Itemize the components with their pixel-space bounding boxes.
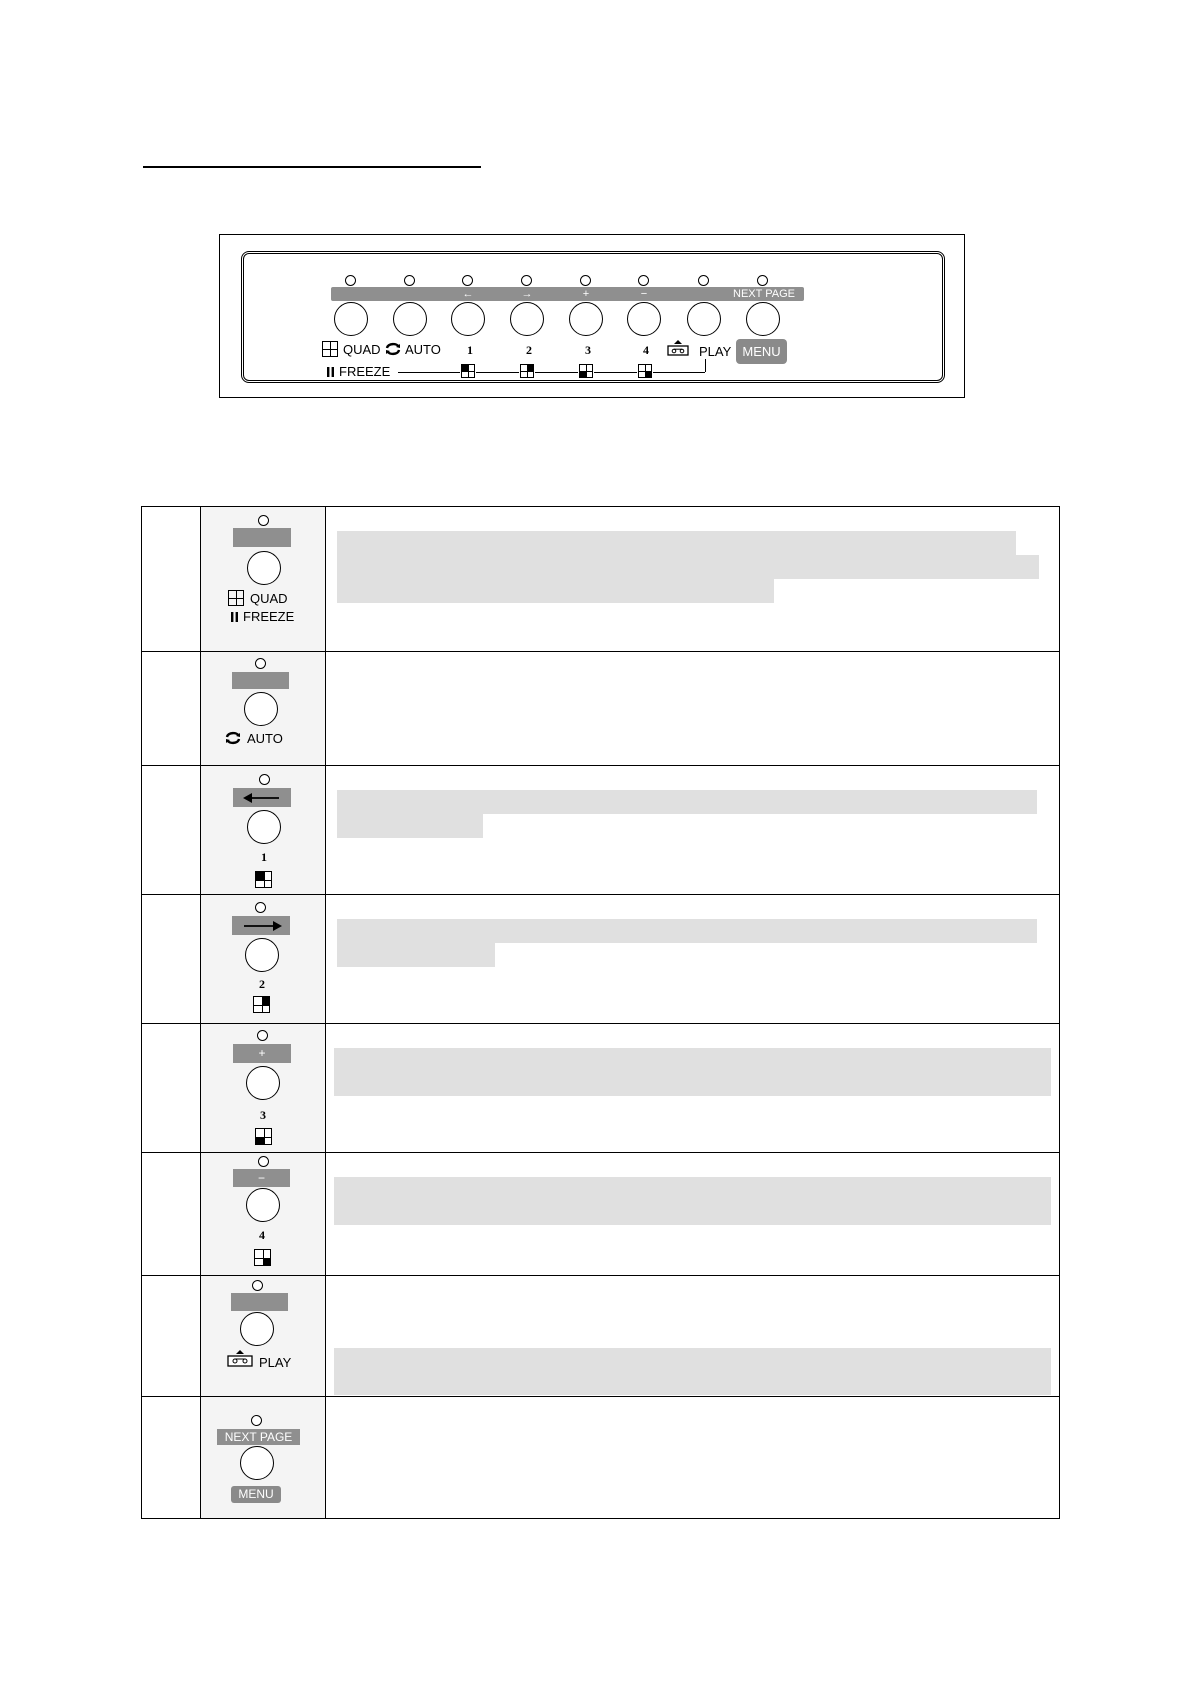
row-3-button-icon: [246, 1066, 280, 1100]
row-1-button-icon: [247, 810, 281, 844]
right-arrow-icon: [244, 921, 282, 931]
row-quad-4-icon: [254, 1249, 271, 1266]
led-auto: [404, 275, 415, 286]
bar-label-next-page: NEXT PAGE: [733, 288, 795, 300]
highlight-bar: [334, 1348, 1051, 1395]
row-quad-label: QUAD: [250, 591, 288, 606]
bar-label-left-arrow: ←: [462, 288, 474, 300]
row-auto-led: [255, 658, 266, 669]
quad-grid-icon: [322, 341, 338, 357]
led-menu: [757, 275, 768, 286]
highlight-bar: [337, 943, 495, 967]
row-play-button-icon: [240, 1312, 274, 1346]
row-pause-icon: [231, 611, 239, 623]
led-1: [462, 275, 473, 286]
menu-badge: MENU: [736, 339, 787, 364]
connector-line: [705, 359, 706, 372]
freeze-label: FREEZE: [339, 364, 391, 379]
number-2: 2: [526, 343, 532, 357]
row-quad-3-icon: [255, 1128, 272, 1145]
row-menu-led: [251, 1415, 262, 1426]
column-divider: [325, 506, 326, 1519]
row-freeze-label: FREEZE: [243, 609, 295, 624]
connector-line: [653, 372, 705, 373]
row-1-number: 1: [261, 850, 267, 864]
tape-eject-icon: [667, 340, 689, 356]
row-divider: [141, 1396, 1060, 1397]
row-menu-button-icon: [240, 1446, 274, 1480]
row-2-button-icon: [245, 938, 279, 972]
highlight-bar: [334, 1177, 1051, 1225]
connector-line: [398, 372, 460, 373]
highlight-bar: [337, 919, 1037, 943]
menu-button[interactable]: [746, 302, 780, 336]
quad-1-icon: [461, 364, 475, 378]
row-4-led: [258, 1156, 269, 1167]
pause-icon: [327, 366, 335, 378]
row-auto-label: AUTO: [247, 731, 283, 746]
quad-2-icon: [520, 364, 534, 378]
bar-label-minus: −: [640, 288, 648, 300]
connector-line: [594, 372, 637, 373]
row-3-bar: +: [233, 1044, 291, 1063]
channel-2-button[interactable]: [510, 302, 544, 336]
row-4-button-icon: [246, 1188, 280, 1222]
highlight-bar: [337, 790, 1037, 814]
section-title-underline: [143, 166, 481, 168]
row-2-led: [255, 902, 266, 913]
play-button[interactable]: [687, 302, 721, 336]
row-divider: [141, 1023, 1060, 1024]
row-2-number: 2: [259, 977, 265, 991]
number-3: 3: [585, 343, 591, 357]
led-2: [521, 275, 532, 286]
row-tape-eject-icon: [227, 1350, 253, 1368]
auto-label: AUTO: [405, 342, 441, 357]
led-play: [698, 275, 709, 286]
row-4-bar: −: [233, 1169, 290, 1187]
auto-cycle-icon: [385, 342, 401, 356]
column-divider: [200, 506, 201, 1519]
highlight-bar: [334, 1048, 1051, 1096]
quad-4-icon: [638, 364, 652, 378]
row-1-led: [259, 774, 270, 785]
row-divider: [141, 651, 1060, 652]
auto-button[interactable]: [393, 302, 427, 336]
led-3: [580, 275, 591, 286]
number-1: 1: [467, 343, 473, 357]
row-divider: [141, 894, 1060, 895]
led-quad: [345, 275, 356, 286]
left-arrow-icon: [243, 793, 281, 803]
row-play-led: [252, 1280, 263, 1291]
highlight-bar: [337, 579, 774, 603]
channel-1-button[interactable]: [451, 302, 485, 336]
channel-3-button[interactable]: [569, 302, 603, 336]
row-auto-button-icon: [244, 692, 278, 726]
row-quad-led: [258, 515, 269, 526]
row-3-led: [257, 1030, 268, 1041]
row-quad-grid-icon: [228, 590, 244, 606]
highlight-bar: [337, 555, 1039, 579]
quad-button[interactable]: [334, 302, 368, 336]
row-divider: [141, 1275, 1060, 1276]
row-next-page-bar: NEXT PAGE: [217, 1429, 300, 1445]
row-quad-2-icon: [253, 996, 270, 1013]
channel-4-button[interactable]: [627, 302, 661, 336]
row-quad-1-icon: [255, 871, 272, 888]
led-4: [638, 275, 649, 286]
highlight-bar: [337, 814, 483, 838]
row-menu-badge: MENU: [231, 1486, 281, 1503]
bar-label-right-arrow: →: [521, 288, 533, 300]
row-play-bar: [231, 1293, 288, 1311]
quad-label: QUAD: [343, 342, 381, 357]
highlight-bar: [337, 531, 1016, 555]
row-quad-button-icon: [247, 551, 281, 585]
row-auto-cycle-icon: [225, 731, 241, 745]
row-3-number: 3: [260, 1108, 266, 1122]
quad-3-icon: [579, 364, 593, 378]
bar-label-plus: +: [582, 288, 590, 300]
row-auto-bar: [232, 672, 289, 689]
row-divider: [141, 765, 1060, 766]
row-divider: [141, 1152, 1060, 1153]
play-label: PLAY: [699, 344, 732, 359]
connector-line: [535, 372, 578, 373]
connector-line: [476, 372, 519, 373]
row-4-number: 4: [259, 1228, 265, 1242]
row-play-label: PLAY: [259, 1355, 292, 1370]
row-quad-bar: [233, 528, 291, 547]
number-4: 4: [643, 343, 649, 357]
